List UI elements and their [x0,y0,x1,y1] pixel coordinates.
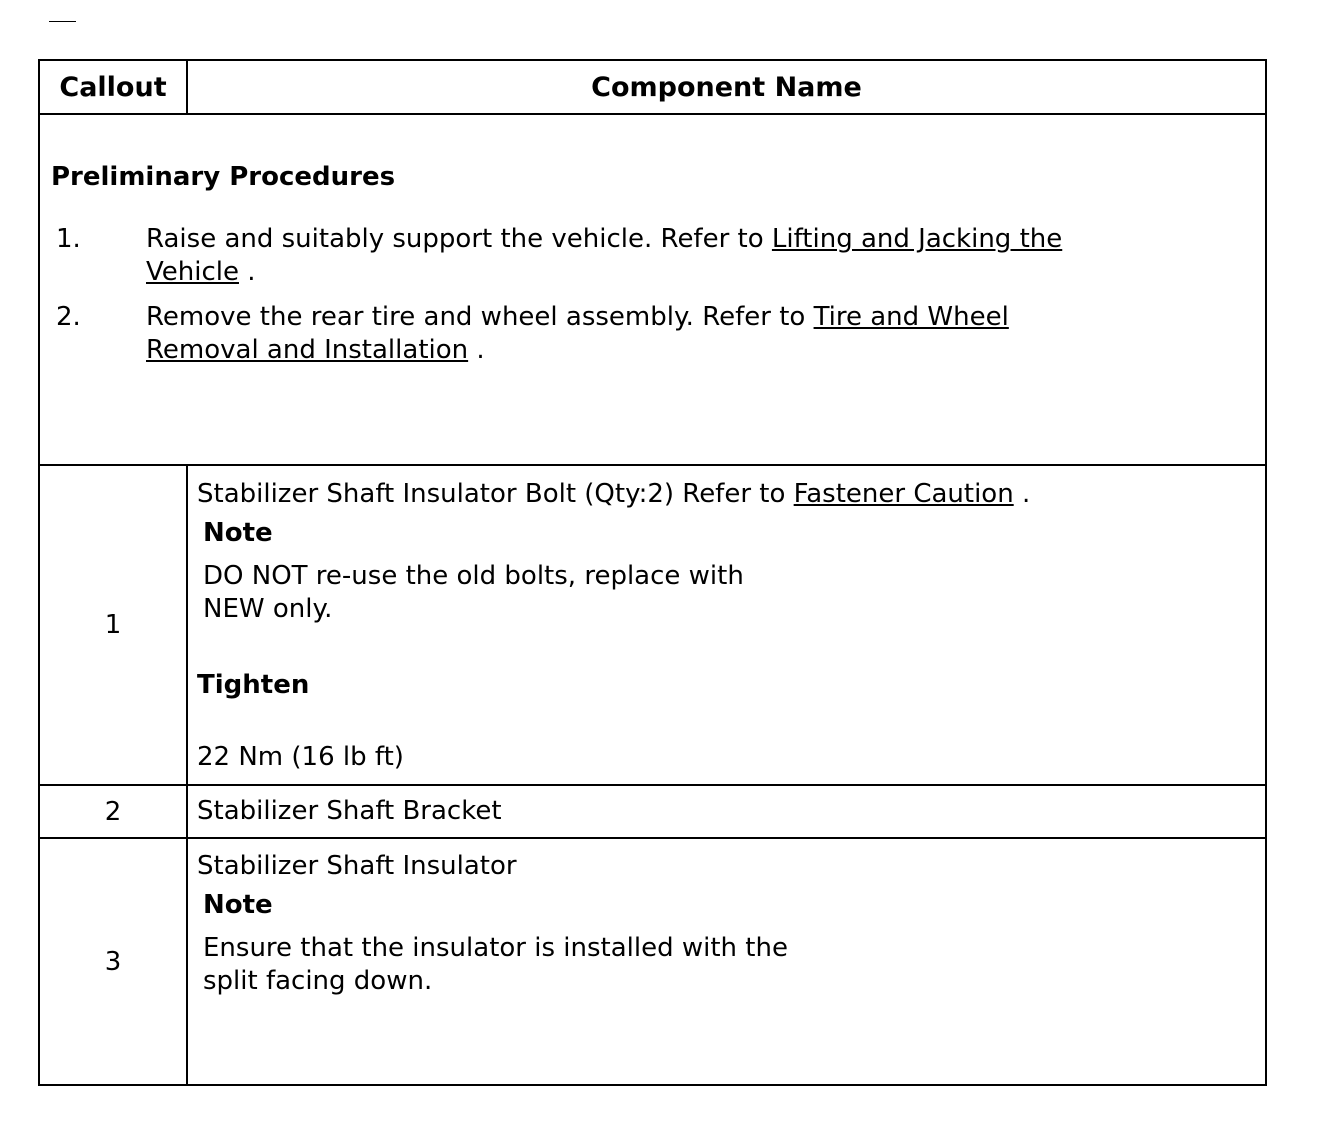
note-text: Ensure that the insulator is installed with the split facing down. [203,933,788,996]
component-name: Stabilizer Shaft Insulator Bolt (Qty:2) Refer to [197,479,794,509]
step-number: 2. [56,302,81,332]
lifting-and-jacking-link[interactable]: Lifting and Jacking the Vehicle [146,224,1063,287]
step-number: 1. [56,224,81,254]
table-header-row [39,60,1266,114]
table-row [39,465,1266,785]
list-item [40,223,1106,289]
note-label: Note [203,890,273,920]
component-name-column-header: Component Name [187,60,1266,114]
component-name: Stabilizer Shaft Bracket [197,796,502,826]
callout-number: 2 [39,785,187,838]
preliminary-procedures-title: Preliminary Procedures [51,162,396,192]
note-label: Note [203,518,273,548]
list-item [40,301,1106,367]
table-row [39,785,1266,838]
component-name: Stabilizer Shaft Insulator [197,851,517,881]
callout-number: 1 [39,465,187,785]
callout-column-header: Callout [39,60,187,114]
component-name-cell [187,465,1266,785]
torque-value: 22 Nm (16 lb ft) [197,742,404,772]
step-text: Raise and suitably support the vehicle. Refer to [146,224,772,254]
component-name-cell [187,785,1266,838]
component-table [38,59,1267,1086]
preliminary-steps-list [40,223,1265,367]
step-text: Remove the rear tire and wheel assembly. Refer to [146,302,814,332]
component-name-suffix: . [1013,479,1031,509]
tire-and-wheel-removal-link[interactable]: Tire and Wheel Removal and Installation [146,302,1009,365]
callout-number: 3 [39,838,187,1085]
component-name-cell [187,838,1266,1085]
note-text: DO NOT re-use the old bolts, replace with NEW only. [203,561,744,624]
step-suffix: . [468,335,485,365]
preliminary-procedures-cell [39,114,1266,465]
tighten-label: Tighten [197,670,310,700]
step-suffix: . [238,257,256,287]
page-header-rule [49,21,76,22]
fastener-caution-link[interactable]: Fastener Caution [793,479,1014,509]
table-row [39,838,1266,1085]
preliminary-row [39,114,1266,465]
